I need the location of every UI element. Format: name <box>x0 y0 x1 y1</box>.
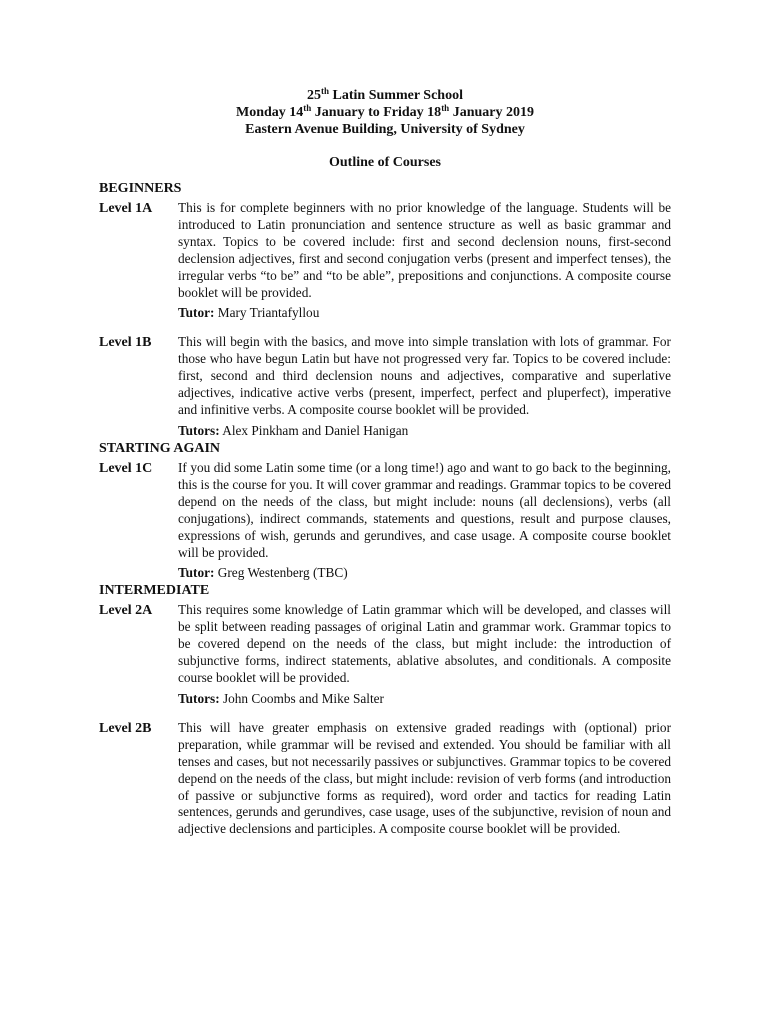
tutor-name: John Coombs and Mike Salter <box>219 690 384 706</box>
edition-number: 25 <box>307 88 322 103</box>
course-tutor <box>178 690 671 707</box>
course-level-1b <box>99 334 671 439</box>
section-heading-intermediate: INTERMEDIATE <box>99 583 210 599</box>
tutor-label: Tutors: <box>178 690 220 706</box>
course-level-1c <box>99 460 671 581</box>
course-description: This will begin with the basics, and move into simple translation with lots of grammar. For those who have begun Latin but have not progressed very far. Topics to be covered include: first, second and third declension nouns and adjectives, comparative and superlative adjectives, indicative active verbs (present, imperfect, perfect and pluperfect), imperative and infinitive verbs. A composite course booklet will be provided. <box>178 334 671 418</box>
ordinal-suffix: th <box>303 103 312 113</box>
course-level-1a <box>99 200 671 321</box>
tutor-name: Mary Triantafyllou <box>214 305 320 321</box>
tutor-label: Tutor: <box>178 305 215 321</box>
course-description: If you did some Latin some time (or a long time!) ago and want to go back to the beginning, this is the course for you. It will cover grammar and readings. Grammar topics to be covered depend on the needs of the class, but might include: nouns (all declensions), verbs (all conjugations), indirect commands, statements and questions, result and purpose clauses, expressions of wish, gerunds and gerundives, and case usage. A composite course booklet will be provided. <box>178 459 671 560</box>
course-tutor <box>178 304 671 321</box>
ordinal-suffix: th <box>441 103 450 113</box>
start-date: Monday 14 <box>235 105 304 120</box>
tutor-name: Greg Westenberg (TBC) <box>214 565 348 581</box>
outline-title: Outline of Courses <box>329 155 441 170</box>
course-description: This requires some knowledge of Latin grammar which will be developed, and classes will be split between reading passages of original Latin and grammar work. Grammar topics to be covered depend on the needs of the class, but might include: the introduction of subjunctive forms, indirect statements, ablative absolutes, and conditionals. A composite course booklet will be provided. <box>178 602 671 686</box>
tutor-label: Tutors: <box>178 422 220 438</box>
school-name: Latin Summer School <box>329 88 463 103</box>
course-tutor <box>178 564 671 581</box>
course-level-label: Level 2A <box>99 603 153 619</box>
course-level-label: Level 1A <box>99 201 153 216</box>
school-dates <box>0 104 770 121</box>
date-year: January 2019 <box>449 105 534 120</box>
tutor-name: Alex Pinkham and Daniel Hanigan <box>219 422 409 438</box>
course-description: This is for complete beginners with no prior knowledge of the language. Students will be introduced to Latin pronunciation and sentence structure as well as basic grammar and syntax. Topics to be covered include: first and second declension nouns, first-second declension adjectives, first and second conjugation verbs (present and imperfect tenses), the irregular verbs “to be” and “to be able”, prepositions and conjunctions. A composite course booklet will be provided. <box>178 200 671 300</box>
course-level-label: Level 1C <box>99 460 153 476</box>
course-outline <box>99 180 671 838</box>
course-tutor <box>178 422 671 439</box>
school-title <box>0 87 770 104</box>
course-level-label: Level 1B <box>99 335 152 351</box>
document-header <box>0 87 770 171</box>
section-heading-starting-again: STARTING AGAIN <box>99 440 220 456</box>
ordinal-suffix: th <box>321 86 330 96</box>
course-level-2b <box>99 720 671 838</box>
course-level-2a <box>99 602 671 707</box>
section-heading-beginners: BEGINNERS <box>99 181 182 196</box>
end-date: January to Friday 18 <box>311 105 442 120</box>
school-venue: Eastern Avenue Building, University of Sydney <box>245 122 525 137</box>
course-description: This will have greater emphasis on extensive graded readings with (optional) prior preparation, while grammar will be revised and extended. You should be familiar with all tenses and cases, but not necessarily passives or subjunctives. Grammar topics to be covered depend on the needs of the class, but might include: revision of verb forms (and introduction of passive or subjunctive forms as required), word order and tactics for reading Latin sentences, gerunds and gerundives, case usage, uses of the subjunctive, revision of noun and adjective declensions and participles. A composite course booklet will be provided. <box>178 719 671 837</box>
tutor-label: Tutor: <box>178 565 215 581</box>
course-level-label: Level 2B <box>99 720 152 736</box>
